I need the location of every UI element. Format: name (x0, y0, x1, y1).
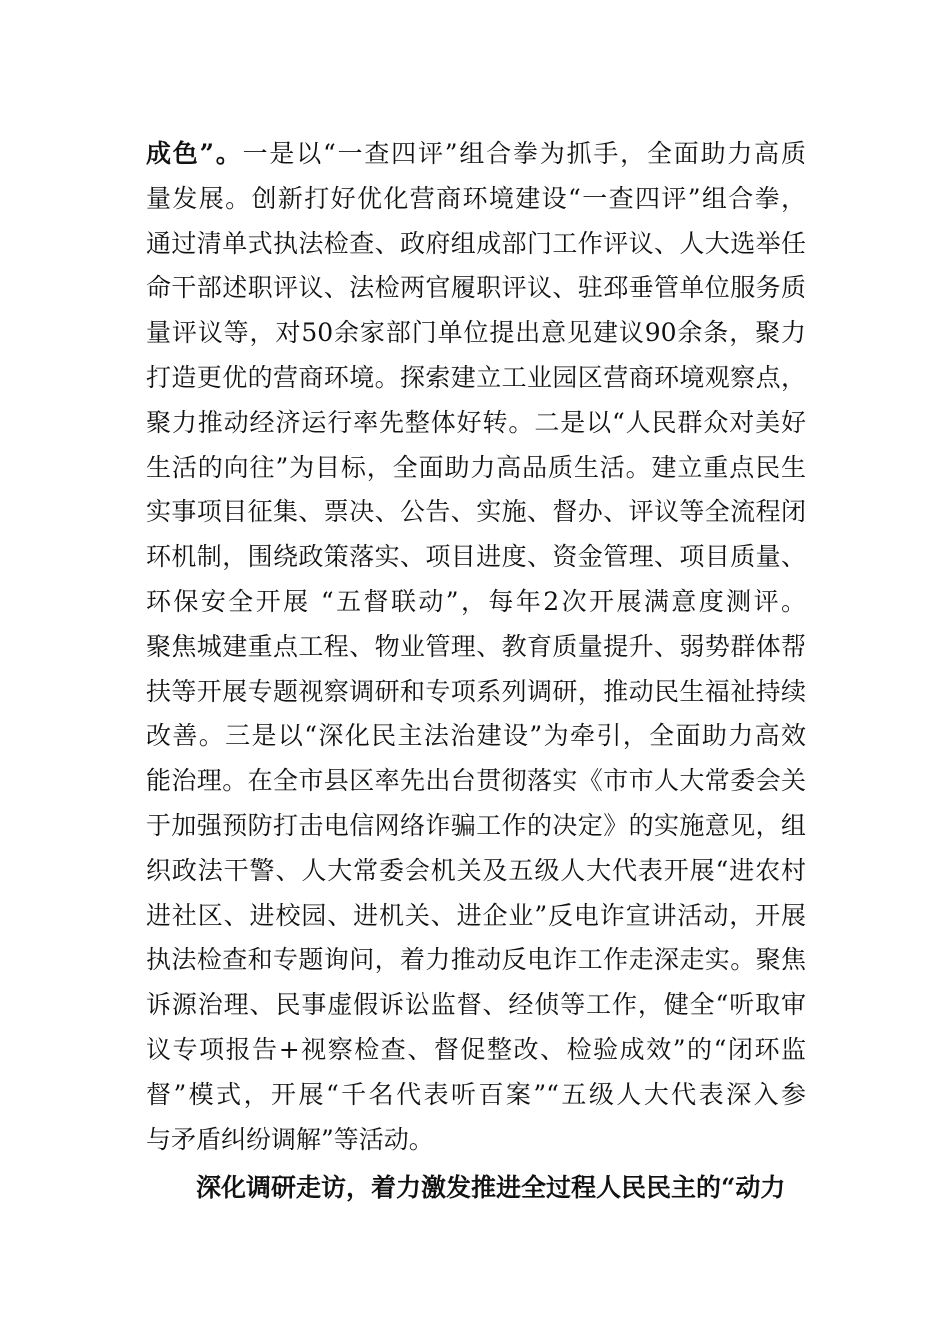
text-line: 通过清单式执法检查、政府组成部门工作评议、人大选举任 (146, 228, 806, 258)
text-line: 进社区、进校园、进机关、进企业”反电诈宣讲活动，开展 (146, 900, 806, 930)
text-line: 环机制，围绕政策落实、项目进度、资金管理、项目质量、 (146, 542, 806, 572)
text-line: 环保安全开展 “五督联动”，每年2次开展满意度测评。 (146, 586, 806, 616)
text-line: 织政法干警、人大常委会机关及五级人大代表开展“进农村 (146, 855, 806, 885)
lead-bold-text: 成色”。 (146, 139, 243, 168)
text-line: 与矛盾纠纷调解”等活动。 (146, 1124, 434, 1154)
text-line: 命干部述职评议、法检两官履职评议、驻邳垂管单位服务质 (146, 273, 806, 303)
body-text (146, 132, 806, 1211)
text-line: 打造更优的营商环境。探索建立工业园区营商环境观察点， (146, 362, 806, 392)
text-line: 督”模式，开展“千名代表听百案”“五级人大代表深入参 (146, 1079, 806, 1109)
text-line: 生活的向往”为目标，全面助力高品质生活。建立重点民生 (146, 452, 806, 482)
text-line: 议专项报告+视察检查、督促整改、检验成效”的“闭环监 (146, 1034, 806, 1064)
text-line: 能治理。在全市县区率先出台贯彻落实《市市人大常委会关 (146, 766, 806, 796)
text-line (146, 132, 806, 177)
text-line: 聚焦城建重点工程、物业管理、教育质量提升、弱势群体帮 (146, 631, 806, 661)
text-line: 诉源治理、民事虚假诉讼监督、经侦等工作，健全“听取审 (146, 990, 806, 1020)
text-line: 执法检查和专题询问，着力推动反电诈工作走深走实。聚焦 (146, 945, 806, 975)
text-line: 实事项目征集、票决、公告、实施、督办、评议等全流程闭 (146, 497, 806, 527)
text-line-content: 一是以“一查四评”组合拳为抓手，全面助力高质 (242, 139, 806, 168)
text-line: 量发展。创新打好优化营商环境建设“一查四评”组合拳， (146, 183, 806, 213)
text-line: 聚力推动经济运行率先整体好转。二是以“人民群众对美好 (146, 407, 806, 437)
text-line: 扶等开展专题视察调研和专项系列调研，推动民生福祉持续 (146, 676, 806, 706)
text-line: 于加强预防打击电信网络诈骗工作的决定》的实施意见，组 (146, 810, 806, 840)
section-heading: 深化调研走访，着力激发推进全过程人民民主的“动力 (196, 1173, 786, 1203)
text-line: 量评议等，对50余家部门单位提出意见建议90余条，聚力 (146, 318, 806, 348)
text-line: 改善。三是以“深化民主法治建设”为牵引，全面助力高效 (146, 721, 806, 751)
